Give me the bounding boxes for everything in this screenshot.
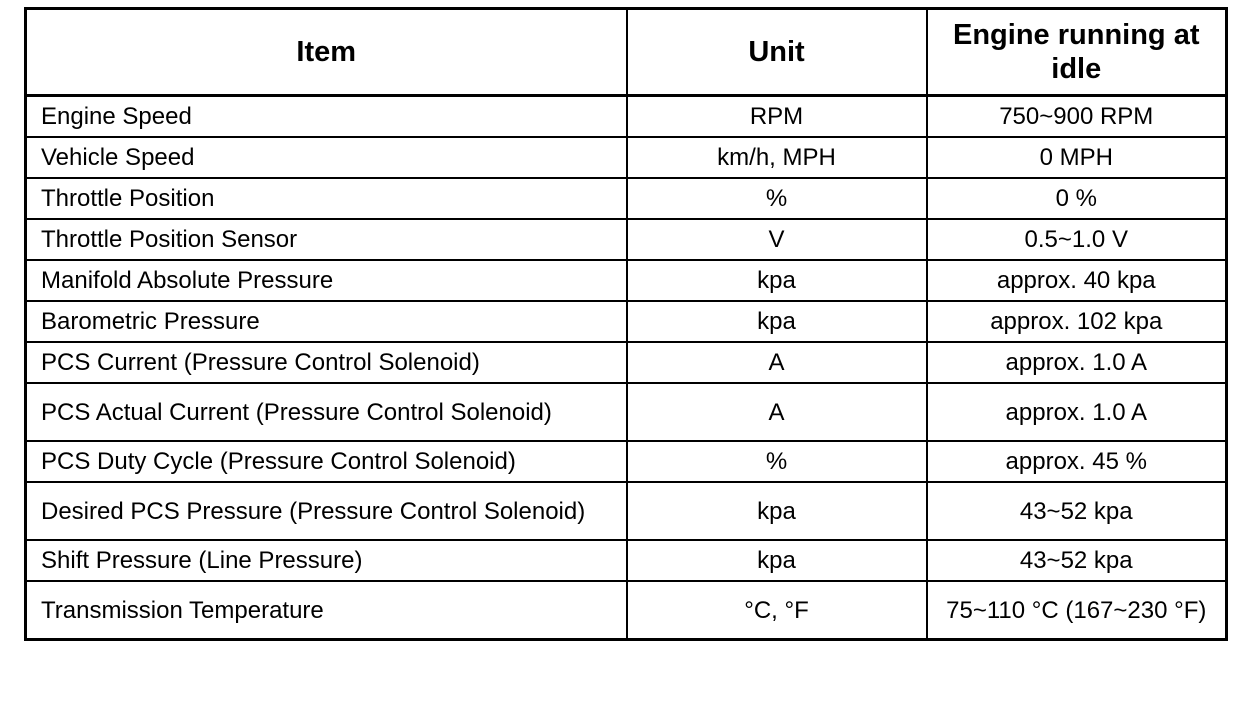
unit-cell: % bbox=[627, 441, 927, 482]
unit-cell: A bbox=[627, 383, 927, 441]
unit-cell: kpa bbox=[627, 540, 927, 581]
item-cell: Engine Speed bbox=[26, 96, 627, 138]
value-cell: 0 MPH bbox=[927, 137, 1227, 178]
header-item: Item bbox=[26, 9, 627, 96]
item-cell: Throttle Position bbox=[26, 178, 627, 219]
header-unit: Unit bbox=[627, 9, 927, 96]
table-row bbox=[26, 96, 1227, 138]
table-header bbox=[26, 9, 1227, 96]
value-cell: 43~52 kpa bbox=[927, 540, 1227, 581]
table-row bbox=[26, 342, 1227, 383]
value-cell: approx. 1.0 A bbox=[927, 342, 1227, 383]
unit-cell: RPM bbox=[627, 96, 927, 138]
value-cell: 0 % bbox=[927, 178, 1227, 219]
table-body bbox=[26, 96, 1227, 640]
header-engine-idle: Engine running at idle bbox=[927, 9, 1227, 96]
item-cell: Throttle Position Sensor bbox=[26, 219, 627, 260]
value-cell: approx. 40 kpa bbox=[927, 260, 1227, 301]
value-cell: 0.5~1.0 V bbox=[927, 219, 1227, 260]
unit-cell: kpa bbox=[627, 482, 927, 540]
header-row bbox=[26, 9, 1227, 96]
value-cell: 43~52 kpa bbox=[927, 482, 1227, 540]
unit-cell: km/h, MPH bbox=[627, 137, 927, 178]
unit-cell: °C, °F bbox=[627, 581, 927, 640]
table-row bbox=[26, 482, 1227, 540]
item-cell: Desired PCS Pressure (Pressure Control Solenoid) bbox=[26, 482, 627, 540]
item-cell: Manifold Absolute Pressure bbox=[26, 260, 627, 301]
unit-cell: kpa bbox=[627, 301, 927, 342]
item-cell: Transmission Temperature bbox=[26, 581, 627, 640]
spec-table bbox=[24, 7, 1228, 641]
value-cell: 750~900 RPM bbox=[927, 96, 1227, 138]
value-cell: approx. 1.0 A bbox=[927, 383, 1227, 441]
table-row bbox=[26, 581, 1227, 640]
unit-cell: A bbox=[627, 342, 927, 383]
table-row bbox=[26, 137, 1227, 178]
table-row bbox=[26, 540, 1227, 581]
item-cell: PCS Current (Pressure Control Solenoid) bbox=[26, 342, 627, 383]
item-cell: Vehicle Speed bbox=[26, 137, 627, 178]
unit-cell: % bbox=[627, 178, 927, 219]
item-cell: PCS Actual Current (Pressure Control Solenoid) bbox=[26, 383, 627, 441]
table-row bbox=[26, 260, 1227, 301]
value-cell: approx. 102 kpa bbox=[927, 301, 1227, 342]
value-cell: approx. 45 % bbox=[927, 441, 1227, 482]
table-row bbox=[26, 219, 1227, 260]
item-cell: Barometric Pressure bbox=[26, 301, 627, 342]
table-row bbox=[26, 441, 1227, 482]
table-row bbox=[26, 383, 1227, 441]
item-cell: PCS Duty Cycle (Pressure Control Solenoid) bbox=[26, 441, 627, 482]
unit-cell: V bbox=[627, 219, 927, 260]
unit-cell: kpa bbox=[627, 260, 927, 301]
table-row bbox=[26, 178, 1227, 219]
value-cell: 75~110 °C (167~230 °F) bbox=[927, 581, 1227, 640]
table-row bbox=[26, 301, 1227, 342]
item-cell: Shift Pressure (Line Pressure) bbox=[26, 540, 627, 581]
